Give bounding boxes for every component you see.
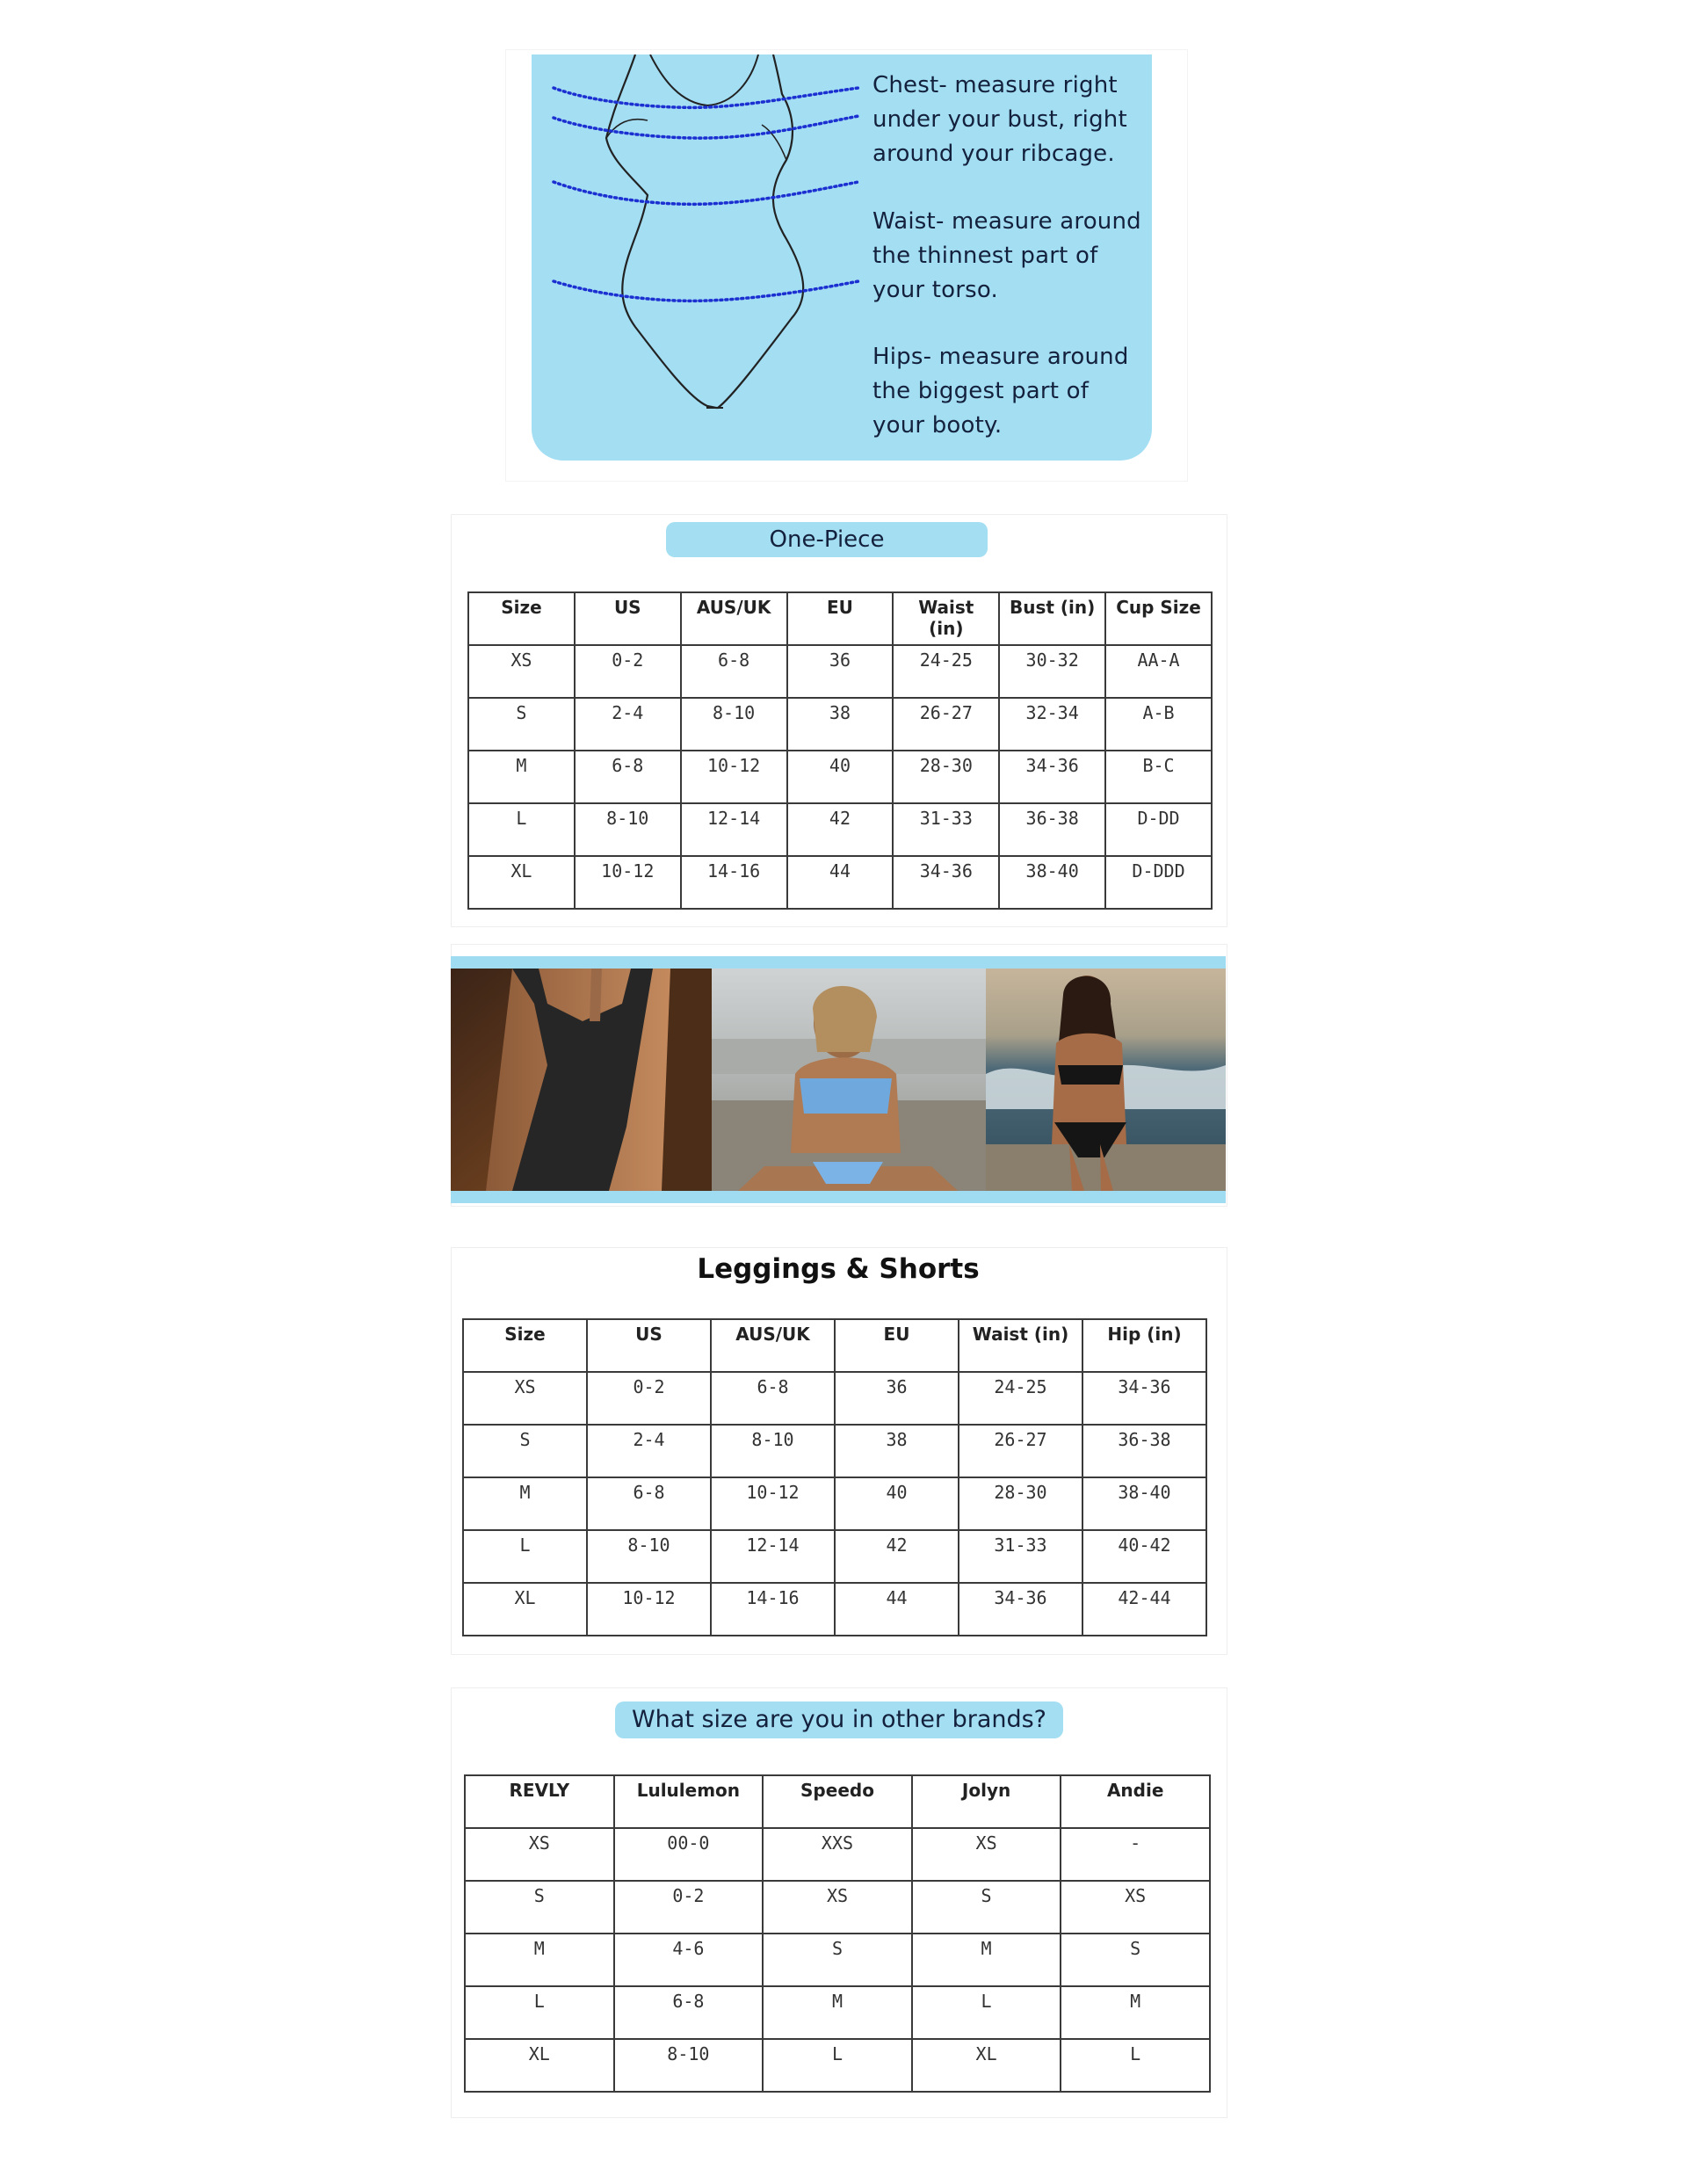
table-cell: XL xyxy=(468,856,575,909)
photo-blue-bikini-beach xyxy=(712,969,986,1191)
table-row xyxy=(468,698,1212,751)
table-row xyxy=(468,856,1212,909)
measurement-guide-card xyxy=(532,54,1152,461)
table-cell: 30-32 xyxy=(999,645,1105,698)
table-cell: S xyxy=(763,1934,912,1986)
col-header: Size xyxy=(463,1319,587,1372)
table-row xyxy=(468,645,1212,698)
one-piece-size-table xyxy=(467,591,1213,910)
table-cell: 12-14 xyxy=(681,803,787,856)
table-cell: L xyxy=(463,1530,587,1583)
table-cell: 8-10 xyxy=(575,803,681,856)
table-cell: 42 xyxy=(835,1530,959,1583)
col-header: EU xyxy=(787,592,894,645)
photo-strip-bottom-bar xyxy=(451,1191,1226,1203)
table-cell: 40 xyxy=(787,751,894,803)
table-cell: 8-10 xyxy=(614,2039,764,2092)
table-cell: L xyxy=(763,2039,912,2092)
table-cell: 10-12 xyxy=(711,1477,835,1530)
table-cell: AA-A xyxy=(1105,645,1212,698)
col-header: US xyxy=(587,1319,711,1372)
table-cell: 28-30 xyxy=(893,751,999,803)
table-cell: M xyxy=(463,1477,587,1530)
table-cell: M xyxy=(465,1934,614,1986)
table-row xyxy=(468,751,1212,803)
one-piece-table-body xyxy=(468,645,1212,909)
table-cell: S xyxy=(468,698,575,751)
table-cell: 34-36 xyxy=(999,751,1105,803)
table-row xyxy=(463,1530,1206,1583)
col-header: Waist (in) xyxy=(893,592,999,645)
table-cell: - xyxy=(1061,1828,1210,1881)
table-cell: XS xyxy=(763,1881,912,1934)
table-cell: 34-36 xyxy=(893,856,999,909)
table-row xyxy=(463,1477,1206,1530)
table-row xyxy=(468,803,1212,856)
table-cell: 38 xyxy=(835,1425,959,1477)
table-row xyxy=(465,1934,1210,1986)
table-cell: XS xyxy=(465,1828,614,1881)
col-header: Speedo xyxy=(763,1775,912,1828)
col-header: Size xyxy=(468,592,575,645)
col-header: AUS/UK xyxy=(681,592,787,645)
col-header: Hip (in) xyxy=(1082,1319,1206,1372)
table-cell: M xyxy=(468,751,575,803)
table-row xyxy=(465,1828,1210,1881)
table-cell: 40 xyxy=(835,1477,959,1530)
table-cell: 12-14 xyxy=(711,1530,835,1583)
table-cell: 0-2 xyxy=(614,1881,764,1934)
col-header: Cup Size xyxy=(1105,592,1212,645)
table-cell: M xyxy=(1061,1986,1210,2039)
table-cell: 34-36 xyxy=(959,1583,1082,1636)
table-cell: XS xyxy=(912,1828,1061,1881)
col-header: Jolyn xyxy=(912,1775,1061,1828)
table-cell: 00-0 xyxy=(614,1828,764,1881)
table-cell: 2-4 xyxy=(587,1425,711,1477)
table-cell: 0-2 xyxy=(575,645,681,698)
table-cell: 2-4 xyxy=(575,698,681,751)
table-cell: 6-8 xyxy=(614,1986,764,2039)
table-cell: 8-10 xyxy=(681,698,787,751)
waist-instruction: Waist- measure around the thinnest part of your torso. xyxy=(872,208,1141,303)
table-cell: 42-44 xyxy=(1082,1583,1206,1636)
table-header-row xyxy=(468,592,1212,645)
col-header: Bust (in) xyxy=(999,592,1105,645)
table-cell: D-DDD xyxy=(1105,856,1212,909)
table-header-row xyxy=(463,1319,1206,1372)
table-cell: L xyxy=(468,803,575,856)
table-cell: 0-2 xyxy=(587,1372,711,1425)
table-cell: L xyxy=(465,1986,614,2039)
table-row xyxy=(465,2039,1210,2092)
table-cell: XS xyxy=(1061,1881,1210,1934)
leggings-size-table xyxy=(462,1318,1207,1636)
table-row xyxy=(463,1583,1206,1636)
table-cell: 44 xyxy=(787,856,894,909)
col-header: Andie xyxy=(1061,1775,1210,1828)
table-cell: 6-8 xyxy=(681,645,787,698)
one-piece-title: One-Piece xyxy=(666,522,988,557)
table-cell: 38-40 xyxy=(1082,1477,1206,1530)
table-row xyxy=(463,1425,1206,1477)
table-cell: XS xyxy=(468,645,575,698)
table-cell: 4-6 xyxy=(614,1934,764,1986)
table-row xyxy=(463,1372,1206,1425)
table-cell: 10-12 xyxy=(681,751,787,803)
table-cell: D-DD xyxy=(1105,803,1212,856)
table-cell: 14-16 xyxy=(711,1583,835,1636)
table-cell: A-B xyxy=(1105,698,1212,751)
table-cell: 31-33 xyxy=(959,1530,1082,1583)
col-header: EU xyxy=(835,1319,959,1372)
leggings-table-body xyxy=(463,1372,1206,1636)
table-cell: M xyxy=(763,1986,912,2039)
table-cell: L xyxy=(912,1986,1061,2039)
table-cell: 24-25 xyxy=(893,645,999,698)
table-cell: 32-34 xyxy=(999,698,1105,751)
table-cell: 26-27 xyxy=(959,1425,1082,1477)
col-header: Waist (in) xyxy=(959,1319,1082,1372)
table-header-row xyxy=(465,1775,1210,1828)
table-cell: 36 xyxy=(835,1372,959,1425)
table-cell: 6-8 xyxy=(587,1477,711,1530)
table-cell: S xyxy=(465,1881,614,1934)
table-cell: 34-36 xyxy=(1082,1372,1206,1425)
table-cell: 36-38 xyxy=(1082,1425,1206,1477)
brands-size-table xyxy=(464,1774,1211,2093)
col-header: REVLY xyxy=(465,1775,614,1828)
table-cell: XS xyxy=(463,1372,587,1425)
table-cell: 28-30 xyxy=(959,1477,1082,1530)
table-cell: S xyxy=(463,1425,587,1477)
photo-black-bikini-waves xyxy=(986,969,1226,1191)
table-cell: 38 xyxy=(787,698,894,751)
table-cell: 36 xyxy=(787,645,894,698)
hips-instruction: Hips- measure around the biggest part of your booty. xyxy=(872,344,1129,439)
table-cell: 6-8 xyxy=(711,1372,835,1425)
table-cell: S xyxy=(1061,1934,1210,1986)
table-cell: M xyxy=(912,1934,1061,1986)
table-cell: 8-10 xyxy=(587,1530,711,1583)
table-cell: 38-40 xyxy=(999,856,1105,909)
table-cell: 14-16 xyxy=(681,856,787,909)
table-cell: XL xyxy=(465,2039,614,2092)
table-cell: XL xyxy=(463,1583,587,1636)
table-cell: 31-33 xyxy=(893,803,999,856)
table-cell: 24-25 xyxy=(959,1372,1082,1425)
table-cell: 26-27 xyxy=(893,698,999,751)
table-cell: 6-8 xyxy=(575,751,681,803)
col-header: AUS/UK xyxy=(711,1319,835,1372)
table-row xyxy=(465,1986,1210,2039)
table-cell: XXS xyxy=(763,1828,912,1881)
col-header: US xyxy=(575,592,681,645)
brands-title: What size are you in other brands? xyxy=(615,1701,1063,1738)
table-cell: L xyxy=(1061,2039,1210,2092)
photo-black-one-piece xyxy=(451,969,712,1191)
table-cell: 10-12 xyxy=(587,1583,711,1636)
leggings-title: Leggings & Shorts xyxy=(697,1253,980,1285)
photo-strip-top-bar xyxy=(451,956,1226,969)
table-row xyxy=(465,1881,1210,1934)
table-cell: 36-38 xyxy=(999,803,1105,856)
table-cell: XL xyxy=(912,2039,1061,2092)
brands-table-body xyxy=(465,1828,1210,2092)
table-cell: 42 xyxy=(787,803,894,856)
table-cell: B-C xyxy=(1105,751,1212,803)
table-cell: 40-42 xyxy=(1082,1530,1206,1583)
table-cell: 10-12 xyxy=(575,856,681,909)
table-cell: 44 xyxy=(835,1583,959,1636)
chest-instruction: Chest- measure right under your bust, right around your ribcage. xyxy=(872,72,1127,167)
table-cell: S xyxy=(912,1881,1061,1934)
col-header: Lululemon xyxy=(614,1775,764,1828)
table-cell: 8-10 xyxy=(711,1425,835,1477)
